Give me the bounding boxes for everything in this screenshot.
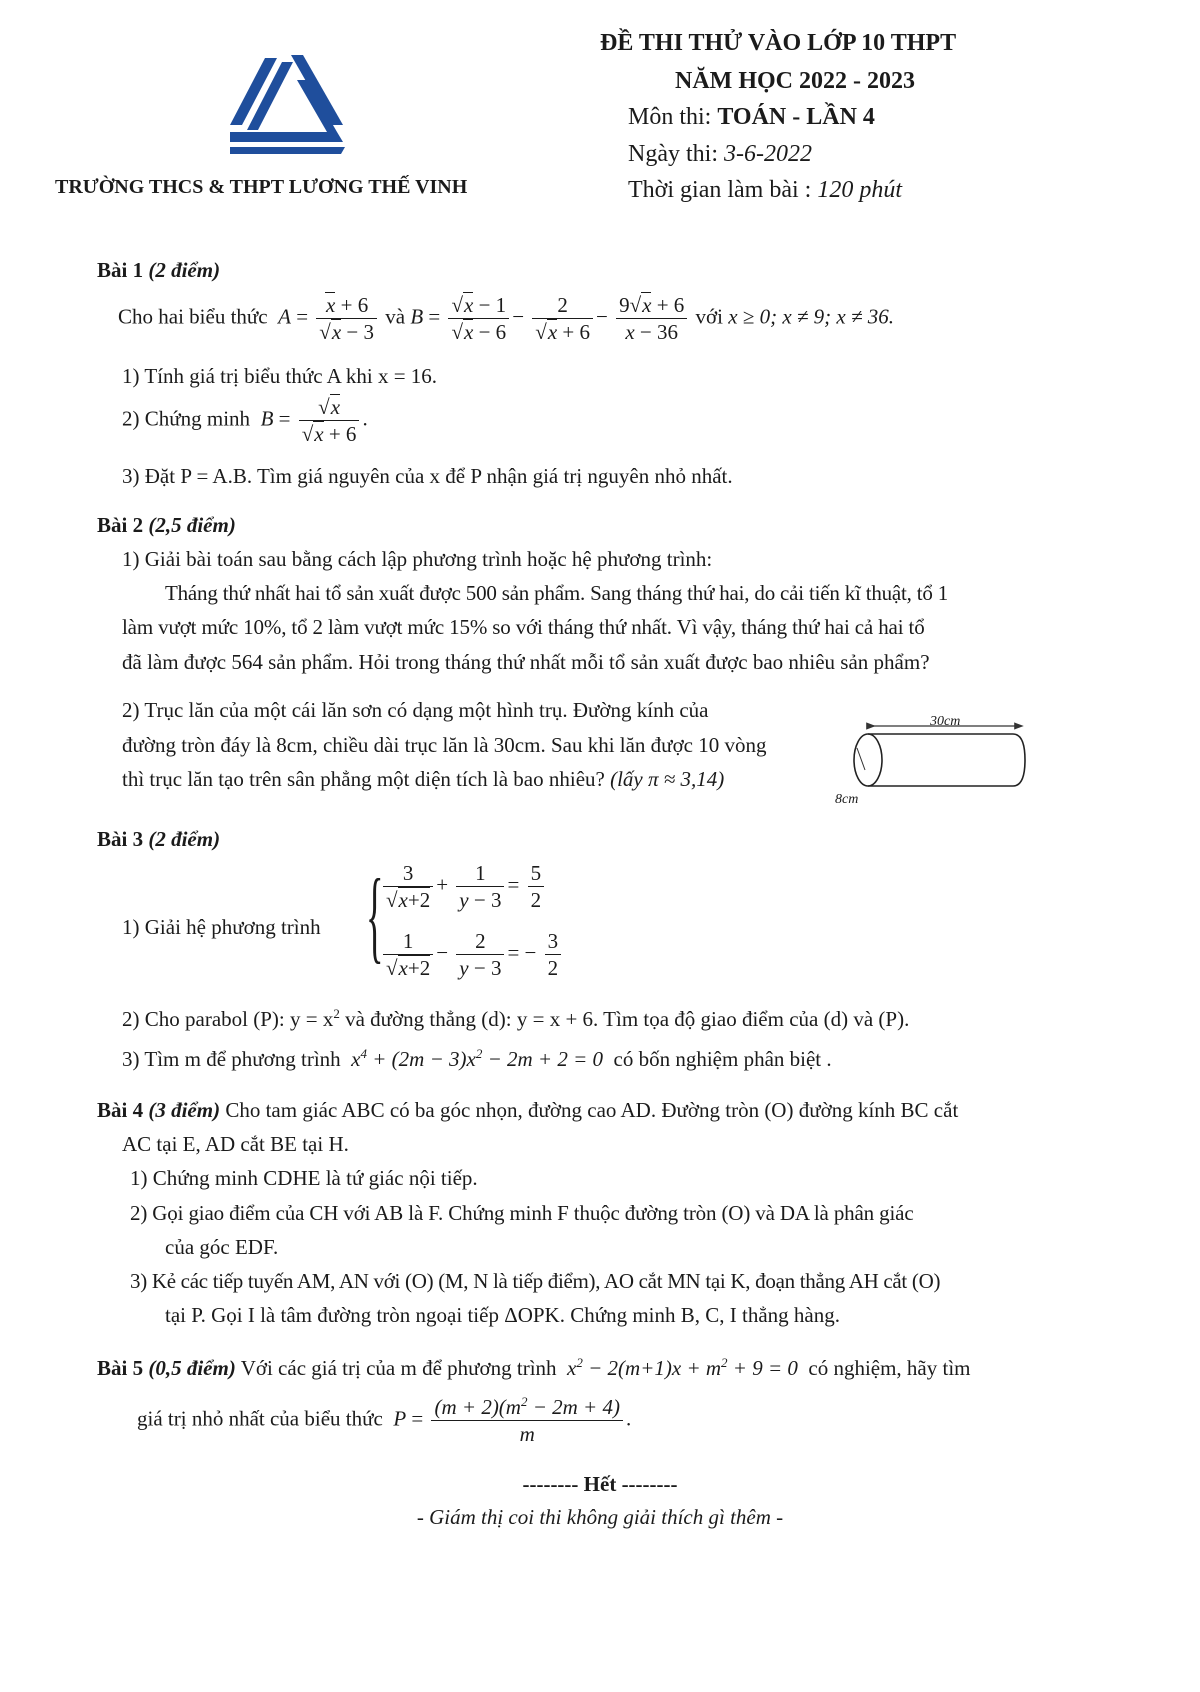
- bai1-q3: 3) Đặt P = A.B. Tìm giá nguyên của x để P nhận giá trị nguyên nhỏ nhất.: [122, 464, 733, 488]
- exam-title: ĐỀ THI THỬ VÀO LỚP 10 THPT: [600, 30, 957, 56]
- bai4-q1: 1) Chứng minh CDHE là tứ giác nội tiếp.: [130, 1166, 478, 1190]
- bai4-points: (3 điểm): [148, 1098, 221, 1122]
- footer-note: - Giám thị coi thi không giải thích gì thêm -: [416, 1505, 784, 1529]
- bai5-points: (0,5 điểm): [148, 1356, 236, 1380]
- end-marker: -------- Hết --------: [522, 1472, 678, 1496]
- school-name: TRƯỜNG THCS & THPT LƯƠNG THẾ VINH: [55, 176, 468, 198]
- bai1-q1: 1) Tính giá trị biểu thức A khi x = 16.: [122, 364, 438, 388]
- bai5-l1a: Với các giá trị của m để phương trình: [240, 1356, 557, 1380]
- time-value: 120 phút: [817, 177, 902, 203]
- bai5-l1: [97, 1355, 971, 1381]
- bai2-points: (2,5 điểm): [148, 513, 236, 537]
- school-year: NĂM HỌC 2022 - 2023: [675, 68, 915, 94]
- expr-a-fraction: $\frac{x + 6}{√x - 3}$: [316, 292, 377, 346]
- bai2-q2c-text: thì trục lăn tạo trên sân phẳng một diện tích là bao nhiêu?: [122, 767, 605, 791]
- bai3-q2a: 2) Cho parabol (P): y = x: [122, 1007, 334, 1031]
- bai5-fraction: $\frac{(m + 2)(m^2 - 2m + 4)}{m}$: [431, 1394, 623, 1448]
- logo-triangle-icon: [225, 50, 355, 160]
- bai1-with: với: [695, 304, 723, 329]
- expr-b-result: $\frac{√x}{√x + 6}$: [299, 394, 360, 448]
- bai3-q1: 1) Giải hệ phương trình: [122, 915, 321, 939]
- time-line: [628, 177, 902, 204]
- bai1-title: Bài 1: [97, 258, 144, 282]
- bai5-equation: $x^2 - 2(m+1)x + m^2 + 9 = 0$: [561, 1355, 804, 1380]
- fig-length-label: 30cm: [930, 714, 961, 729]
- bai1-q2: 2) Chứng minh B = $\frac{√x}{√x + 6}$ .: [122, 395, 368, 447]
- expr-b-fraction-2: $\frac{2}{√x + 6}$: [532, 292, 593, 346]
- bai2-p3: đã làm được 564 sản phẩm. Hỏi trong tháng thứ nhất mỗi tổ sản xuất được bao nhiêu sản phẩm?: [122, 650, 930, 674]
- system-eq-2: $\frac{1}{√x+2}$ − $\frac{2}{y - 3}$ = − $\frac{3}{2}$: [380, 928, 564, 982]
- bai3-q2b: và đường thẳng (d): y = x + 6. Tìm tọa độ giao điểm của (d) và (P).: [345, 1007, 910, 1031]
- expr-b-fraction-3: $\frac{9√x + 6}{x - 36}$: [616, 292, 687, 346]
- bai2-p1: Tháng thứ nhất hai tổ sản xuất được 500 sản phẩm. Sang tháng thứ hai, do cải tiến kĩ thuật, tổ 1: [165, 581, 949, 605]
- bai3-q3b: có bốn nghiệm phân biệt .: [613, 1047, 832, 1071]
- bai2-q2c: [122, 767, 724, 792]
- bai3-q2: 2) Cho parabol (P): $y = x^2$ và đường thẳng (d): y = x + 6. Tìm tọa độ giao điểm của (d) và (P).: [122, 1006, 910, 1031]
- bai2-q2b: đường tròn đáy là 8cm, chiều dài trục lăn là 30cm. Sau khi lăn được 10 vòng: [122, 733, 767, 757]
- bai5-l1b: có nghiệm, hãy tìm: [808, 1356, 971, 1380]
- bai1-q2-text: 2) Chứng minh: [122, 406, 251, 431]
- date-label: Ngày thi:: [628, 141, 718, 167]
- bai3-points: (2 điểm): [148, 827, 221, 851]
- subject-label: Môn thi:: [628, 104, 712, 130]
- bai4-l1-text: Cho tam giác ABC có ba góc nhọn, đường cao AD. Đường tròn (O) đường kính BC cắt: [225, 1098, 959, 1122]
- bai3-heading: [97, 827, 220, 852]
- bai1-points: (2 điểm): [148, 258, 221, 282]
- bai3-q3-equation: $x^4 + (2m - 3)x^2 - 2m + 2 = 0$: [345, 1046, 609, 1071]
- date-line: [628, 141, 812, 168]
- bai4-q2a: 2) Gọi giao điểm của CH với AB là F. Chứng minh F thuộc đường tròn (O) và DA là phân giác: [130, 1201, 914, 1225]
- time-label: Thời gian làm bài :: [628, 177, 812, 203]
- system-eq-1: $\frac{3}{√x+2}$ + $\frac{1}{y - 3}$ = $\frac{5}{2}$: [380, 860, 547, 914]
- bai2-q2d-text: (lấy π ≈ 3,14): [610, 767, 725, 791]
- cylinder-figure: [835, 712, 1035, 817]
- subject-value: TOÁN - LẦN 4: [717, 104, 875, 130]
- bai3-q3a: 3) Tìm m để phương trình: [122, 1047, 341, 1071]
- bai4-title: Bài 4: [97, 1098, 144, 1122]
- bai4-l2: AC tại E, AD cắt BE tại H.: [122, 1132, 349, 1156]
- bai5-l2-text: giá trị nhỏ nhất của biểu thức: [137, 1406, 383, 1431]
- bai1-and: và: [385, 304, 406, 329]
- subject-line: [628, 104, 875, 131]
- bai2-heading: [97, 513, 236, 538]
- bai4-q3a: 3) Kẻ các tiếp tuyến AM, AN với (O) (M, N là tiếp điểm), AO cắt MN tại K, đoạn thẳng AH cắt (O): [130, 1269, 941, 1293]
- expr-b-fraction-1: $\frac{√x - 1}{√x - 6}$: [448, 292, 509, 346]
- bai2-q2a: 2) Trục lăn của một cái lăn sơn có dạng một hình trụ. Đường kính của: [122, 698, 709, 722]
- bai4-l1: [97, 1098, 958, 1123]
- system-brace: {: [366, 858, 384, 973]
- bai3-q3: [122, 1046, 832, 1072]
- bai1-intro: Cho hai biểu thức: [118, 304, 268, 329]
- bai2-p2: làm vượt mức 10%, tổ 2 làm vượt mức 15% so với tháng thứ nhất. Vì vậy, tháng thứ hai cả hai tổ: [122, 615, 925, 639]
- date-value: 3-6-2022: [724, 141, 812, 167]
- fig-diameter-label: 8cm: [835, 792, 859, 807]
- bai4-q3b: tại P. Gọi I là tâm đường tròn ngoại tiếp ΔOPK. Chứng minh B, C, I thẳng hàng.: [165, 1303, 840, 1327]
- bai1-expressions: Cho hai biểu thức A = $\frac{x + 6}{√x - 3}$ và B = $\frac{√x - 1}{√x - 6}$ − $\frac{2}{√x + 6}$ − $\frac{9√x + 6}{x - 36}$ với x ≥ 0; x ≠ 9; x ≠ 36.: [118, 293, 895, 345]
- bai2-q1: 1) Giải bài toán sau bằng cách lập phương trình hoặc hệ phương trình:: [122, 547, 713, 571]
- bai3-title: Bài 3: [97, 827, 144, 851]
- bai5-l2: giá trị nhỏ nhất của biểu thức P = $\frac{(m + 2)(m^2 - 2m + 4)}{m}$ .: [137, 1394, 632, 1447]
- bai4-q2b: của góc EDF.: [165, 1235, 279, 1259]
- bai1-heading: [97, 258, 220, 283]
- bai5-title: Bài 5: [97, 1356, 144, 1380]
- school-logo: [225, 50, 355, 160]
- bai2-title: Bài 2: [97, 513, 144, 537]
- bai1-condition: x ≥ 0; x ≠ 9; x ≠ 36.: [728, 304, 895, 329]
